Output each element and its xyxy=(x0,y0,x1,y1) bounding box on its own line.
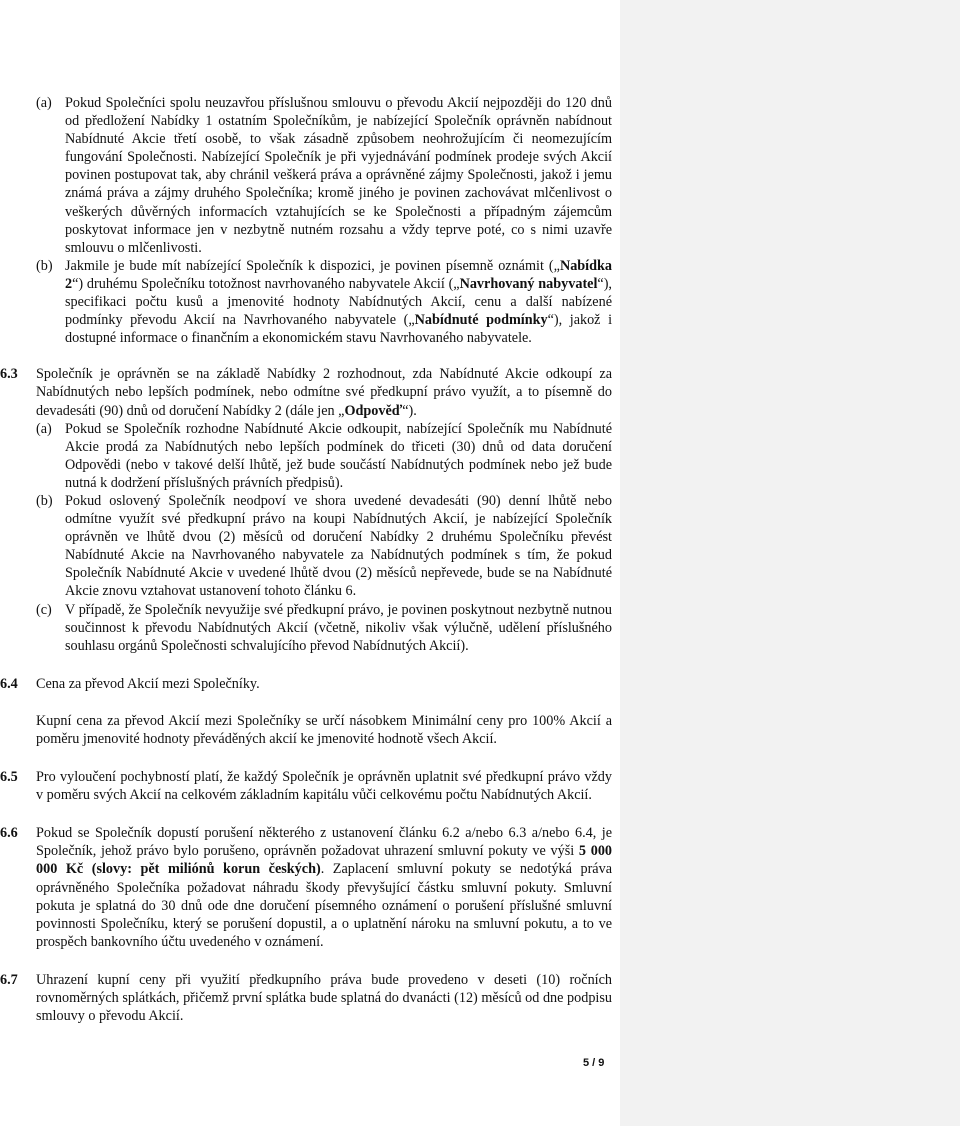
paragraph xyxy=(36,824,612,951)
section-6-3-item-b xyxy=(36,492,612,601)
paragraph: V případě, že Společník nevyužije své předkupní právo, je povinen poskytnout nezbytně nutnou součinnost k převodu Nabídnutých Akcií (včetně, nikoliv však výlučně, udělení příslušného souhlasu orgánů Společnosti schvalujícího převod Nabídnutých Akcií). xyxy=(65,601,612,654)
section-6-3 xyxy=(0,365,612,655)
paragraph: Uhrazení kupní ceny při využití předkupního práva bude provedeno v deseti (10) ročních rovnoměrných splátkách, přičemž první splátka bude splatná do dvanácti (12) měsíců od dne podpisu smlouvy o převodu Akcií. xyxy=(36,971,612,1025)
list-label: (b) xyxy=(36,257,53,274)
list-label: (b) xyxy=(36,492,53,509)
section-6-6 xyxy=(0,824,613,951)
list-label: (c) xyxy=(36,601,52,618)
section-number: 6.3 xyxy=(0,366,18,383)
intro-item-a xyxy=(36,94,612,257)
defined-term: Nabídnuté podmínky xyxy=(414,312,548,329)
paragraph xyxy=(65,257,612,347)
section-number: 6.7 xyxy=(0,971,18,988)
comment-margin-panel xyxy=(620,0,960,1126)
section-6-5 xyxy=(0,768,612,804)
section-6-7 xyxy=(0,971,612,1025)
paragraph: Pokud oslovený Společník neodpoví ve shora uvedené devadesáti (90) denní lhůtě nebo odmítne využít své předkupní právo na koupi Nabídnutých Akcií, je nabízející Společník oprávněn ve lhůtě dvou (2) měsíců od doručení Nabídky 2 druhému Společníku převést Nabídnuté Akcie na Navrhovaného nabyvatele za Nabídnutých podmínek s tím, že pokud Společník Nabídnuté Akcie v uvedené lhůtě dvou (2) měsíců nepřevede, bude se na Nabídnuté Akcie znovu vztahovat ustanovení tohoto článku 6. xyxy=(65,492,612,600)
text-run: “), specifikaci počtu kusů a jmenovité hodnoty Nabídnutých Akcií, cenu a další nabízené podmínky převodu Akcií na Navrhovaného nabyvatele („ xyxy=(65,275,612,329)
text-run: . Zaplacení smluvní pokuty se nedotýká práva oprávněného Společníka požadovat náhradu škody převyšující částku smluvní pokuty. Smluvní pokuta je splatná do 30 dnů ode dne doručení písemného oznámení o porušení příslušné smluvní povinnosti Společníku, který se porušení dopustil, a o uplatnění nároku na smluvní pokutu, a to ve prospěch bankovního účtu uvedeného v oznámení. xyxy=(36,861,612,950)
list-label: (a) xyxy=(36,420,52,437)
text-run: “) druhému Společníku totožnost navrhovaného nabyvatele Akcií („ xyxy=(72,275,460,292)
paragraph: Pro vyloučení pochybností platí, že každý Společník je oprávněn uplatnit své předkupní právo vždy v poměru svých Akcií na celkovém základním kapitálu vůči celkovému počtu Nabídnutých Akcií. xyxy=(36,769,612,804)
text-run: Společník je oprávněn se na základě Nabídky 2 rozhodnout, zda Nabídnuté Akcie odkoupí za Nabídnutých nebo lepších podmínek, nebo odmítne své předkupní právo využít, a to písemně do devadesáti (90) dnů od doručení Nabídky 2 (dále jen „ xyxy=(36,366,612,419)
intro-item-b xyxy=(36,257,612,347)
text-run: Pokud se Společník dopustí porušení některého z ustanovení článku 6.2 a/nebo 6.3 a/nebo 6.4, je Společník, jehož právo bylo porušeno, oprávněn požadovat uhrazení smluvní pokuty ve výši xyxy=(36,825,612,860)
paragraph: Pokud se Společník rozhodne Nabídnuté Akcie odkoupit, nabízející Společník mu Nabídnuté Akcie prodá za Nabídnutých nebo lepších podmínek do třiceti (30) dnů od data doručení Odpovědi (nebo v takové delší lhůtě, jež bude součástí Nabídnutých podmínek nebo jež bude nutná k dodržení příslušných právních předpisů). xyxy=(65,420,612,491)
penalty-amount: 5 000 000 Kč (slovy: pět miliónů korun českých) xyxy=(36,843,613,878)
section-6-3-item-a xyxy=(36,420,612,492)
document-page xyxy=(0,94,613,1025)
section-heading: Cena za převod Akcií mezi Společníky. xyxy=(36,675,260,692)
paragraph: Pokud Společníci spolu neuzavřou příslušnou smlouvu o převodu Akcií nejpozději do 120 dnů od předložení Nabídky 1 ostatním Společníkům, je nabízející Společník oprávněn nabídnout Nabídnuté Akcie třetí osobě, to však zásadně způsobem neohrožujícím či neomezujícím fungování Společnosti. Nabízející Společník je při vyjednávání podmínek prodeje svých Akcií povinen postupovat tak, aby chránil veškerá práva a oprávněné zájmy Společnosti, jakož i jemu známá práva a zájmy druhého Společníka; kromě jiného je povinen zachovávat mlčenlivost o veškerých důvěrných informacích vztahujících se ke Společnosti a případným zájemcům poskytovat informace jen v nezbytně nutném rozsahu a vždy teprve poté, co s nimi uzavře smlouvu o mlčenlivosti. xyxy=(65,95,612,256)
page-number: 5 / 9 xyxy=(583,1057,605,1069)
text-run: “), jakož i dostupné informace o finančním a ekonomickém stavu Navrhovaného nabyvatele. xyxy=(65,312,613,347)
defined-term: Navrhovaný nabyvatel xyxy=(459,275,598,292)
section-number: 6.4 xyxy=(0,675,18,692)
text-run: Jakmile je bude mít nabízející Společník k dispozici, je povinen písemně oznámit („ xyxy=(65,257,560,274)
defined-term: Odpověď xyxy=(344,402,403,419)
section-number: 6.6 xyxy=(0,825,18,842)
section-number: 6.5 xyxy=(0,769,18,786)
paragraph xyxy=(36,365,612,419)
list-label: (a) xyxy=(36,95,52,111)
text-run: “). xyxy=(402,402,417,419)
section-6-4 xyxy=(0,675,612,748)
paragraph: Kupní cena za převod Akcií mezi Společníky se určí násobkem Minimální ceny pro 100% Akcií a poměru jmenovité hodnoty převáděných akcií ke jmenovité hodnotě všech Akcií. xyxy=(36,712,612,747)
section-6-3-item-c xyxy=(36,601,612,655)
defined-term: Nabídka 2 xyxy=(65,257,612,292)
